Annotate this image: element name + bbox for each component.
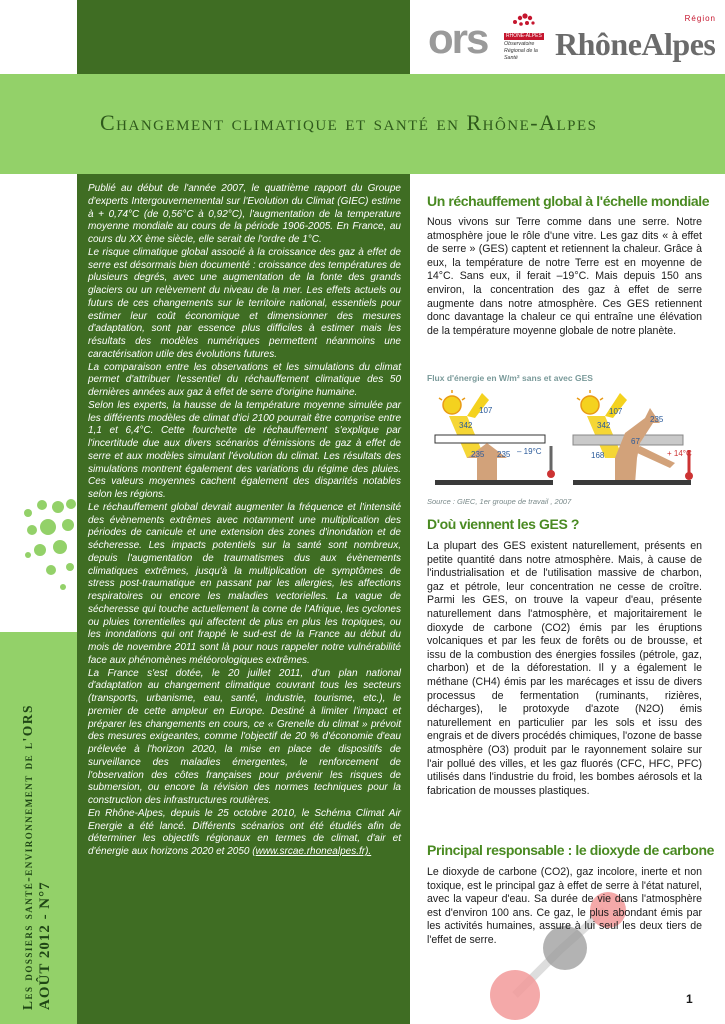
temperature-value: – 19°C xyxy=(517,447,542,456)
figure-source: Source : GIEC, 1er groupe de travail , 2007 xyxy=(427,497,572,506)
rhone-alpes-logo xyxy=(555,14,720,64)
intro-paragraph: Le réchauffement global devrait augmenter la fréquence et l'intensité des évènements extrêmes avec notamment une multiplication des périodes de canicule et une extension des zones d'inondation et de sécheresse. Les impacts potentiels sur la santé sont nombreux, depuis l'augmentation de traumatismes dus aux évènements climatiques extrêmes, jusqu'à la multiplication de symptômes de stress post-traumatique en passant par les allergies, les affections respiratoires ou encore les maladies vectorielles. La vague de sécheresse qui touche actuellement la corne de l'Afrique, les cyclones ou pluies torrentielles qui affectent de plus en plus les tropiques, ou les inondations qui ont frappé le sud-est de la France au début du mois de novembre 2011 sont là pour nous rappeler notre vulnérabilité face aux phénomènes météorologiques extrêmes. xyxy=(88,501,401,666)
intro-paragraph: Publié au début de l'année 2007, le quatrième rapport du Groupe d'experts Intergouvernemental sur l'Evolution du Climat (GIEC) estime à + 0,74°C (de 0,56°C à 0,92°C), l'augmentation de la temperature moyenne mondiale au cours de la période 1906-2005. En France, au cours du XX ème siècle, elle serait de l'ordre de 1°C. xyxy=(88,183,401,245)
flux-value: 107 xyxy=(609,407,623,416)
diagram-right-panel xyxy=(573,390,693,485)
diagram-left-panel xyxy=(435,390,555,485)
thermometer-icon xyxy=(685,472,693,480)
section-text xyxy=(427,216,702,338)
thermometer-icon xyxy=(547,470,555,478)
section-paragraph: La plupart des GES existent naturellement, présents en petite quantité dans notre atmosphère. Mais, à cause de l'industrialisation et de l'utilisation massive de charbon, gaz et pétrole, leur concentration ne cesse de croître. Parmi les GES, on trouve la vapeur d'eau, présente naturellement dans l'atmosphère, et majoritairement le dioxyde de carbone (CO2) émis par les éruptions volcaniques et par les feux de forêts ou de brousse, et issu de la combustion des énergies fossiles (pétrole, gaz, charbon) et de la déforestation. Il y a également le méthane (CH4) émis par les marécages et issu de divers processus de fermentation (ruminants, rizières, décharges), le protoxyde d'azote (N2O) émis naturellement en particulier par les sols et issu des engrais et de divers procédés chimiques, l'ozone de basse atmosphère (O3) produit par le rayonnement solaire sur l'air pollué des villes, et les gaz fluorés (CFC, HFC, PFC) utilisés dans l'industrie du froid, les bombes aérosols et la fabrication de mousses plastiques. xyxy=(427,540,702,797)
region-name: RhôneAlpes xyxy=(555,26,716,62)
greenhouse-diagram xyxy=(427,388,707,493)
series-label xyxy=(20,660,54,1010)
intro-paragraph: La comparaison entre les observations et les simulations du climat permet d'attribuer l'essentiel du réchauffement climatique des 50 dernières années aux gaz à effet de serre d'origine humaine. xyxy=(88,361,401,398)
ors-dots-icon xyxy=(509,12,539,30)
intro-paragraph: Le risque climatique global associé à la croissance des gaz à effet de serre est désormais bien documenté : croissance des températures de plusieurs degrés, avec une augmentation de la fonte des grands glaciers ou un relèvement du niveau de la mer. Les effets actuels ou futurs de ces changements sur le territoire national, essentiels pour estimer leur coût économique et dimensionner des mesures d'adaptation, sont par essence plus difficiles à estimer mais les résultats des modèles numériques permettent néanmoins une caractérisation utile des évolutions futures. xyxy=(88,246,401,360)
intro-text xyxy=(88,183,401,859)
section-text xyxy=(427,540,702,798)
sun-icon xyxy=(581,396,599,414)
section-heading: Un réchauffement global à l'échelle mondiale xyxy=(427,193,710,209)
intro-paragraph: Selon les experts, la hausse de la température moyenne simulée par les différents modèles de climat d'ici 2100 pourrait être comprise entre 1,1 et 6,4°C. Cette fourchette de réchauffement s'explique par l'incertitude due aux divers scénarios d'émissions de gaz à effet de serre et aux modèles simulant l'évolution du climat. Les résultats des simulations montrent également des variations du régime des pluies. Ces valeurs moyennes cachent également des disparités notables selon les régions. xyxy=(88,399,401,500)
srcae-link[interactable]: www.srcae.rhonealpes.fr). xyxy=(255,846,372,857)
sun-icon xyxy=(443,396,461,414)
section-heading: Principal responsable : le dioxyde de carbone xyxy=(427,842,714,858)
issue-date: AOÛT 2012 - N°7 xyxy=(37,881,53,1010)
decorative-dots-icon xyxy=(18,495,78,605)
intro-paragraph-last xyxy=(88,808,401,859)
flux-value: 342 xyxy=(597,421,611,430)
flux-value: 235 xyxy=(471,450,485,459)
region-label: Région xyxy=(684,14,716,23)
intro-paragraph: La France s'est dotée, le 20 juillet 2011, d'un plan national d'adaptation au changement climatique couvrant tous les secteurs (transports, urbanisme, eau, santé, industrie, tourisme, etc.), le premier de cette ampleur en Europe. Destiné à limiter l'impact et préparer les changements en cours, ce « Grenelle du climat » prévoit des mesures exigeantes, comme l'objectif de 20 % d'économie d'eau prélevée à l'horizon 2020, la mise en place de dispositifs de surveillance des maladies émergentes, le renforcement de l'observation des côtes françaises pour prévenir les risques de submersion, ou encore la révision des normes techniques pour la construction des infrastructures routières. xyxy=(88,667,401,806)
series-title: Les dossiers santé-environnement de l'ORS xyxy=(20,703,35,1010)
ors-subtitle: Observatoire Régional de la Santé xyxy=(504,41,538,61)
flux-value: 235 xyxy=(650,415,664,424)
flux-value: 67 xyxy=(631,437,640,446)
last-paragraph-text: En Rhône-Alpes, depuis le 25 octobre 2010, le Schéma Climat Air Energie a été lancé. Différents scénarios ont été étudiés afin de déterminer les objectifs régionaux en termes de climat, d'air et d'énergie aux horizons 2020 et 2050 ( xyxy=(88,807,401,857)
section-text xyxy=(427,866,702,948)
flux-value: 107 xyxy=(479,406,493,415)
ors-logo-text: ors xyxy=(428,15,488,62)
temperature-value: + 14°C xyxy=(667,449,692,458)
section-heading: D'où viennent les GES ? xyxy=(427,516,580,532)
header-green-block xyxy=(77,0,410,74)
page-number: 1 xyxy=(686,992,693,1006)
flux-value: 235 xyxy=(497,450,511,459)
section-paragraph: Le dioxyde de carbone (CO2), gaz incolore, inerte et non toxique, est le principal gaz à effet de serre à l'état naturel, avec la vapeur d'eau. Sa durée de vie dans l'atmosphère est d'environ 100 ans. Ce gaz, le plus abondant émis par les activités humaines, assure à lui seul les deux tiers de l'effet de serre. xyxy=(427,866,702,946)
ors-region-badge: RHÔNE-ALPES xyxy=(506,33,542,39)
page-title: Changement climatique et santé en Rhône-Alpes xyxy=(100,110,598,135)
flux-value: 342 xyxy=(459,421,473,430)
figure-title: Flux d'énergie en W/m² sans et avec GES xyxy=(427,373,593,383)
section-paragraph: Nous vivons sur Terre comme dans une serre. Notre atmosphère joue le rôle d'une vitre. Les gaz dits « à effet de serre » (GES) captent et retiennent la chaleur. Grâce à eux, la température de notre Terre est en moyenne de 14°C. Sans eux, il ferait –19°C. Mais depuis 150 ans environ, la concentration des gaz à effet de serre augmente dans notre atmosphère. Ces GES retiennent donc davantage la chaleur ce qui entraîne une élévation de la température moyenne globale de notre planète. xyxy=(427,216,702,337)
ors-logo xyxy=(428,12,548,72)
flux-value: 168 xyxy=(591,451,605,460)
